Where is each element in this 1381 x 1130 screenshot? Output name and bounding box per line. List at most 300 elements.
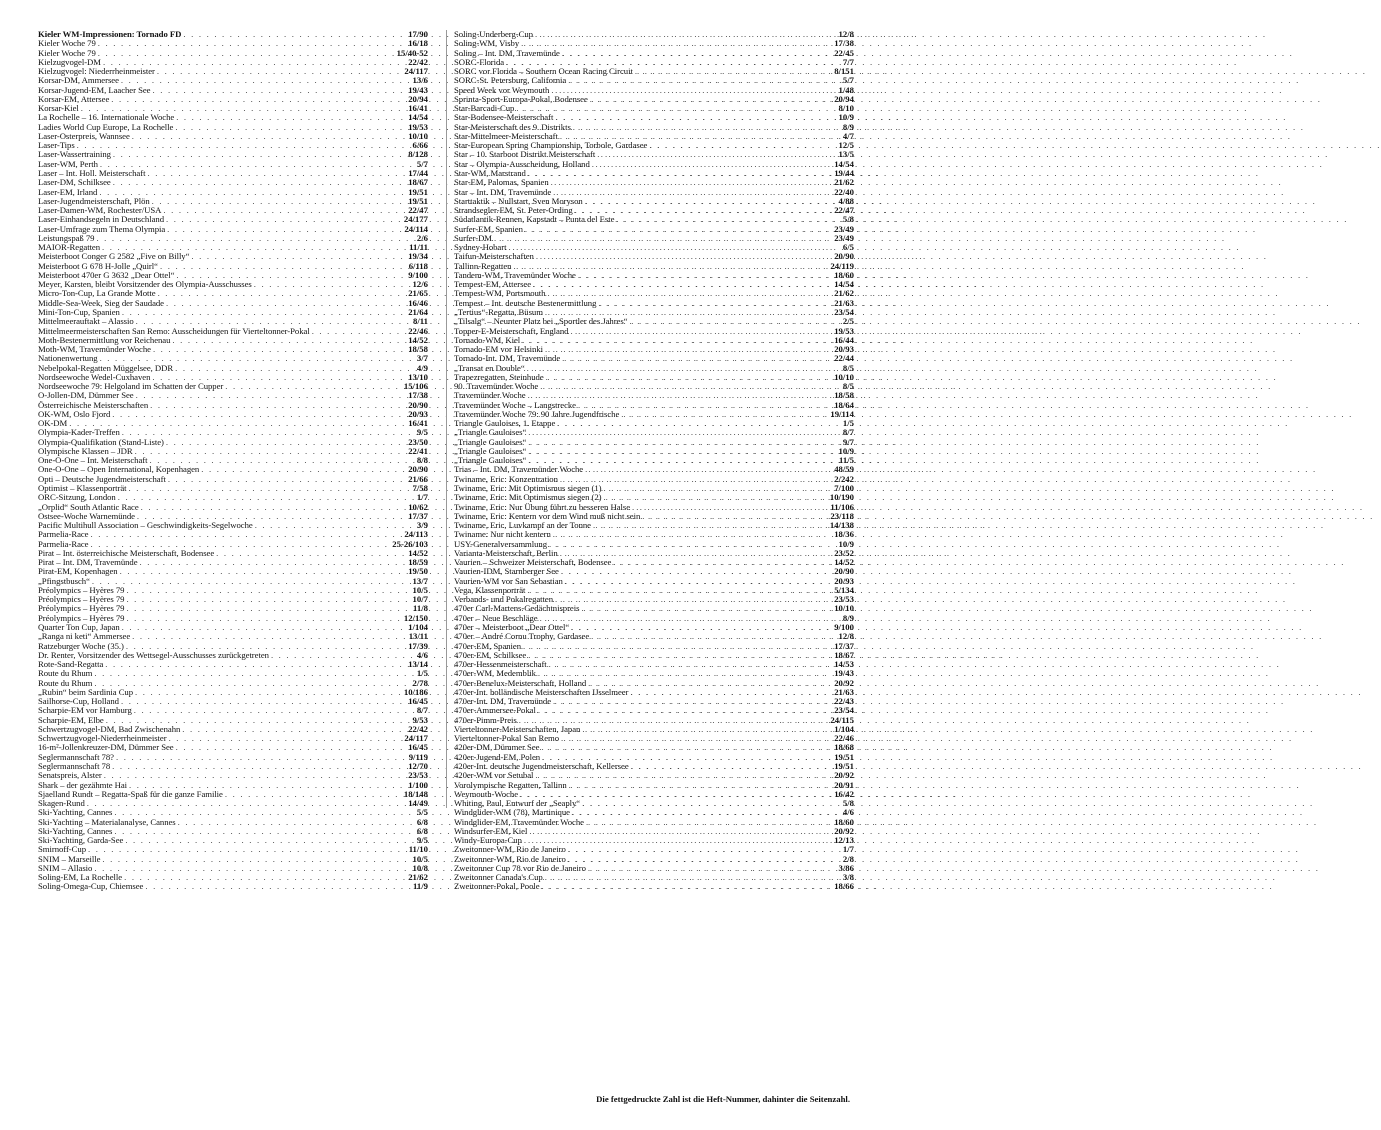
entry-title: Ski-Yachting – Materialanalyse, Cannes <box>38 816 176 827</box>
entry-title: Laser-Einhandsegeln in Deutschland <box>38 214 164 225</box>
entry-issue-page: 22/42 <box>408 723 428 734</box>
entry-title: SORC-St. Petersburg, California <box>454 75 567 86</box>
entry-issue-page: 20/90 <box>834 251 854 262</box>
entry-issue-page: 24/119 <box>830 260 854 271</box>
entry-title: Vega, Klassenporträt <box>454 584 526 595</box>
entry-title: Nationenwertung <box>38 353 98 364</box>
entry-issue-page: 13/11 <box>408 631 428 642</box>
entry-title: Tornado-Int. DM, Travemünde <box>454 353 561 364</box>
entry-issue-page: 2/8 <box>842 853 854 864</box>
entry-issue-page: 4/6 <box>842 807 854 818</box>
entry-title: Tempest – Int. deutsche Bestenermittlung <box>454 297 597 308</box>
entry-issue-page: 8/10 <box>838 103 854 114</box>
entry-title: Moth-WM, Travemünder Woche <box>38 344 151 355</box>
entry-issue-page: 7/100 <box>834 483 854 494</box>
entry-issue-page: 4/9 <box>416 362 428 373</box>
entry-issue-page: 20/93 <box>408 408 428 419</box>
entry-title: Zweitonner Canada's Cup <box>454 872 543 883</box>
entry-issue-page: 17/39 <box>408 640 428 651</box>
entry-issue-page: 20/92 <box>834 770 854 781</box>
entry-title: Star-European Spring Championship, Torbole, Gardasee <box>454 140 648 151</box>
entry-title: Tornado-EM vor Helsinki <box>454 344 543 355</box>
entry-issue-page: 23/49 <box>834 232 854 243</box>
entry-issue-page: 21/63 <box>834 686 854 697</box>
entry-title: Windglider-WM (78), Martinique <box>454 807 570 818</box>
entry-title: Préolympics – Hyères 79 <box>38 584 125 595</box>
entry-title: Laser-EM, Irland <box>38 186 98 197</box>
entry-issue-page: 24/117 <box>404 733 428 744</box>
entry-title: Laser-DM, Schilksee <box>38 177 111 188</box>
entry-issue-page: 20/93 <box>834 575 854 586</box>
entry-title: Whiting, Paul, Entwurf der „Seaply“ <box>454 798 581 809</box>
entry-title: SORC vor Florida – Southern Ocean Racing Circuit <box>454 66 633 77</box>
entry-title: „Triangle Gauloises“ <box>454 427 527 438</box>
entry-title: Vaurien – Schweizer Meisterschaft, Bodensee <box>454 557 612 568</box>
entry-issue-page: 17/44 <box>408 167 428 178</box>
entry-title: Windsurfer-EM, Kiel <box>454 825 528 836</box>
entry-title: „Triangle Gauloises“ <box>454 445 527 456</box>
entry-issue-page: 11/11 <box>409 242 428 253</box>
entry-issue-page: 19/44 <box>834 167 854 178</box>
entry-title: Windglider-EM, Travemünder Woche <box>454 816 584 827</box>
entry-issue-page: 24/177 <box>403 214 428 225</box>
entry-title: Rote-Sand-Regatta <box>38 659 104 670</box>
footnote: Die fettgedruckte Zahl ist die Heft-Nummer, dahinter die Seitenzahl. <box>596 1094 850 1104</box>
entry-title: Vaurien-WM vor San Sebastian <box>454 575 563 586</box>
entry-title: Vierteltonner-Pokal San Remo <box>454 733 560 744</box>
entry-issue-page: 9/7 <box>842 436 854 447</box>
entry-title: 470er-Pimm-Preis <box>454 714 517 725</box>
entry-title: One-O-One – Int. Meisterschaft <box>38 455 148 466</box>
entry-title: Twiname, Eric: Konzentration <box>454 473 558 484</box>
entry-title: Triangle Gauloises, 1. Etappe <box>454 418 556 429</box>
index-entry <box>38 882 428 891</box>
entry-title: Strandsegler-EM, St. Peter-Ording <box>454 205 573 216</box>
entry-issue-page: 21/63 <box>834 297 854 308</box>
entry-title: Nordseewoche 79: Helgoland im Schatten der Cupper <box>38 381 224 392</box>
entry-issue-page: 14/54 <box>408 112 428 123</box>
entry-title: Meisterboot Conger G 2582 „Five on Billy“ <box>38 251 190 262</box>
entry-issue-page: 20/90 <box>834 566 854 577</box>
entry-issue-page: 8/11 <box>413 316 428 327</box>
entry-title: „Transat en Double“ <box>454 362 525 373</box>
entry-title: Kieler Woche 79 <box>38 47 96 58</box>
entry-title: Préolympics – Hyères 79 <box>38 603 125 614</box>
entry-title: Star-Mittelmeer-Meisterschaft <box>454 130 558 141</box>
entry-issue-page: 12/70 <box>408 760 428 771</box>
entry-title: Laser-Umfrage zum Thema Olympia <box>38 223 166 234</box>
entry-issue-page: 5/7 <box>842 75 854 86</box>
entry-title: Sjaelland Rundt – Regatta-Spaß für die ganze Familie <box>38 788 223 799</box>
entry-title: Twiname, Eric: Kentern vor dem Wind muß nicht sein <box>454 510 641 521</box>
entry-title: Micro-Ton-Cup, La Grande Motte <box>38 288 156 299</box>
entry-issue-page: 4/6 <box>416 649 428 660</box>
entry-title: Tempest-WM, Portsmouth <box>454 288 546 299</box>
entry-title: Tornado-WM, Kiel <box>454 334 521 345</box>
entry-title: MAIOR-Regatten <box>38 242 101 253</box>
entry-title: Moth-Bestenermittlung vor Reichenau <box>38 334 171 345</box>
entry-title: Korsar-Kiel <box>38 103 79 114</box>
entry-title: Seglermannschaft 78? <box>38 751 114 762</box>
index-column-left <box>38 30 428 892</box>
entry-issue-page: 14/54 <box>834 279 854 290</box>
entry-issue-page: 5/5 <box>416 807 428 818</box>
entry-issue-page: 12/150 <box>403 612 428 623</box>
entry-issue-page: 13/14 <box>408 659 428 670</box>
entry-issue-page: 9/5 <box>416 427 428 438</box>
entry-issue-page: 22/46 <box>408 325 428 336</box>
entry-issue-page: 19/51 <box>834 760 854 771</box>
entry-title: 470er-Benelux-Meisterschaft, Holland <box>454 677 587 688</box>
entry-issue-page: 10/5 <box>412 584 428 595</box>
entry-title: Scharpie-EM, Elbe <box>38 714 104 725</box>
entry-issue-page: 9/100 <box>408 269 428 280</box>
entry-title: Twiname: Nur nicht kentern <box>454 529 551 540</box>
entry-issue-page: 8/128 <box>408 149 428 160</box>
entry-issue-page: 1/100 <box>408 779 428 790</box>
entry-title: Speed Week vor Weymouth <box>454 84 550 95</box>
entry-issue-page: 4/7 <box>842 130 854 141</box>
entry-issue-page: 18/36 <box>834 529 854 540</box>
entry-issue-page: 12/8 <box>838 29 854 39</box>
entry-issue-page: 6/8 <box>416 816 428 827</box>
entry-issue-page: 22/46 <box>834 733 854 744</box>
entry-title: La Rochelle – 16. Internationale Woche <box>38 112 175 123</box>
entry-title: 470er-Int. holländische Meisterschaften IJsselmeer <box>454 686 629 697</box>
entry-title: Varianta-Meisterschaft, Berlin <box>454 547 558 558</box>
entry-title: Österreichische Meisterschaften <box>38 399 149 410</box>
entry-issue-page: 14/49 <box>408 798 428 809</box>
entry-title: Scharpie-EM vor Hamburg <box>38 705 132 716</box>
entry-issue-page: 19/53 <box>834 325 854 336</box>
entry-title: „Pfingstbusch“ <box>38 575 90 586</box>
entry-issue-page: 17/38 <box>408 390 428 401</box>
entry-title: Zweitonner-Pokal, Poole <box>454 881 540 892</box>
entry-issue-page: 1/5 <box>842 418 854 429</box>
entry-issue-page: 20/90 <box>408 464 428 475</box>
entry-title: 470er-Hessenmeisterschaft <box>454 659 547 670</box>
entry-title: Weymouth-Woche <box>454 788 519 799</box>
entry-issue-page: 11/8 <box>413 603 428 614</box>
entry-title: Schwertzugvogel-Niederrheinmeister <box>38 733 167 744</box>
entry-issue-page: 13/6 <box>412 75 428 86</box>
entry-issue-page: 19/51 <box>408 195 428 206</box>
entry-issue-page: 16/45 <box>408 742 428 753</box>
entry-issue-page: 8/7 <box>416 705 428 716</box>
entry-title: Twiname, Eric: Mit Optimismus siegen (1) <box>454 483 602 494</box>
entry-title: Travemünder Woche – Langstrecke <box>454 399 576 410</box>
entry-issue-page: 10/7 <box>412 594 428 605</box>
entry-issue-page: 19/50 <box>408 566 428 577</box>
entry-issue-page: 15/40-52 <box>396 47 428 58</box>
entry-issue-page: 12/6 <box>412 279 428 290</box>
entry-title: Kielzugvogel: Niederrheinmeister <box>38 66 155 77</box>
entry-title: Zweitonner Cup 78 vor Rio de Janeiro <box>454 862 586 873</box>
entry-title: Surfer-DM <box>454 232 492 243</box>
entry-issue-page: 16/44 <box>834 334 854 345</box>
entry-title: Soling-Underberg-Cup <box>454 29 533 39</box>
entry-issue-page: 22/44 <box>834 353 854 364</box>
entry-issue-page: 22/41 <box>408 445 428 456</box>
entry-title: 420er-Int. deutsche Jugendmeisterschaft, Kellersee <box>454 760 629 771</box>
entry-title: „Tilsalg“ – Neunter Platz bei „Sportler des Jahres“ <box>454 316 628 327</box>
entry-issue-page: 1/5 <box>416 668 428 679</box>
entry-title: Topper-E-Meisterschaft, England <box>454 325 569 336</box>
entry-title: Dr. Renter, Vorsitzender des Wettsegel-Ausschusses zurückgetreten <box>38 649 269 660</box>
entry-issue-page: 1/104 <box>408 622 428 632</box>
entry-issue-page: 18/67 <box>408 177 428 188</box>
entry-issue-page: 23/50 <box>408 436 428 447</box>
entry-title: Star-Meisterschaft des 9. Distrikts <box>454 121 571 132</box>
entry-title: Korsar-EM, Attersee <box>38 93 110 104</box>
entry-title: Kielzugvogel-DM <box>38 56 101 67</box>
entry-issue-page: 8/8 <box>416 455 428 466</box>
entry-title: Sydney-Hobart <box>454 242 507 253</box>
entry-title: Vierteltonner-Meisterschaften, Japan <box>454 723 581 734</box>
entry-issue-page: 10/10 <box>408 130 428 141</box>
entry-issue-page: 15/106 <box>403 381 428 392</box>
entry-issue-page: 12/5 <box>838 140 854 151</box>
entry-title: 470er-EM, Spanien <box>454 640 522 651</box>
entry-title: Zweitonner-WM, Rio de Janeiro <box>454 853 566 864</box>
entry-title: Korsar-Jugend-EM, Laacher See <box>38 84 151 95</box>
entry-title: Skagen-Rund <box>38 798 85 809</box>
entry-title: Trias – Int. DM, Travemünder Woche <box>454 464 584 475</box>
entry-issue-page: 19/51 <box>834 751 854 762</box>
entry-title: Préolympics – Hyères 79 <box>38 612 125 623</box>
entry-title: Twiname, Eric, Luvkampf an der Tonne <box>454 520 591 531</box>
entry-title: Sailhorse-Cup, Holland <box>38 696 119 707</box>
entry-issue-page: 21/62 <box>834 288 854 299</box>
entry-issue-page: 6/118 <box>408 260 428 271</box>
entry-issue-page: 10/186 <box>403 686 428 697</box>
index-column-right <box>454 30 854 892</box>
entry-title: Olympische Klassen – JDR <box>38 445 133 456</box>
entry-title: Pirat-EM, Kopenhagen <box>38 566 118 577</box>
entry-issue-page: 12/8 <box>838 631 854 642</box>
entry-title: Route du Rhum <box>38 668 93 679</box>
entry-title: Mittelmeermeisterschaften San Remo: Ausscheidungen für Vierteltonner-Pokal <box>38 325 310 336</box>
entry-issue-page: 23/118 <box>830 510 854 521</box>
entry-issue-page: 10/10 <box>834 371 854 382</box>
entry-issue-page: 20/91 <box>834 779 854 790</box>
entry-title: Laser-Tips <box>38 140 75 151</box>
entry-title: OK-WM, Oslo Fjord <box>38 408 111 419</box>
entry-issue-page: 22/45 <box>834 47 854 58</box>
entry-issue-page: 16/41 <box>408 103 428 114</box>
entry-issue-page: 19/114 <box>830 408 854 419</box>
entry-issue-page: 8/9 <box>842 121 854 132</box>
entry-issue-page: 10/10 <box>834 603 854 614</box>
entry-title: Smirnoff-Cup <box>38 844 86 855</box>
entry-title: Opti – Deutsche Jugendmeisterschaft <box>38 473 166 484</box>
entry-title: 90. Travemünder Woche <box>454 381 539 392</box>
entry-issue-page: 16/18 <box>408 38 428 49</box>
entry-issue-page: 8/9 <box>842 612 854 623</box>
entry-issue-page: 10/190 <box>829 492 854 503</box>
entry-issue-page: 24/114 <box>404 223 428 234</box>
entry-issue-page: 17/37 <box>408 510 428 521</box>
entry-title: Soling-Omega-Cup, Chiemsee <box>38 881 144 892</box>
entry-issue-page: 17/38 <box>834 38 854 49</box>
entry-title: Meisterboot 470er G 3632 „Dear Ottel“ <box>38 269 175 280</box>
entry-issue-page: 9/5 <box>416 835 428 846</box>
entry-title: 470er-EM, Schilksee <box>454 649 527 660</box>
entry-title: Twiname, Eric: Mit Optimismus siegen (2) <box>454 492 602 503</box>
entry-title: Middle-Sea-Week, Sieg der Saudade <box>38 297 164 308</box>
entry-issue-page: 48/59 <box>834 464 854 475</box>
entry-title: Twiname, Eric: Nur Übung führt zu besseren Halse <box>454 501 630 512</box>
entry-issue-page: 20/93 <box>834 344 854 355</box>
entry-title: 16-m²-Jollenkreuzer-DM, Dümmer See <box>38 742 174 753</box>
entry-title: OK-DM <box>38 418 68 429</box>
entry-title: Ratzeburger Woche (35.) <box>38 640 124 651</box>
entry-title: SORC-Florida <box>454 56 505 67</box>
entry-issue-page: 17/90 <box>408 29 428 39</box>
entry-title: 420er-Jugend-EM, Polen <box>454 751 541 762</box>
entry-issue-page: 23/52 <box>834 547 854 558</box>
entry-issue-page: 14/138 <box>829 520 854 531</box>
entry-issue-page: 14/54 <box>834 158 854 169</box>
entry-title: Kieler WM-Impressionen: Tornado FD <box>38 29 182 39</box>
entry-issue-page: 10/9 <box>838 445 854 456</box>
entry-issue-page: 5/8 <box>842 214 854 225</box>
entry-title: Meisterboot G 678 H-Jolle „Quirl“ <box>38 260 158 271</box>
entry-issue-page: 3/86 <box>838 862 854 873</box>
entry-title: 470er – André Cornu Trophy, Gardasee <box>454 631 590 642</box>
entry-issue-page: 8/151 <box>834 66 854 77</box>
entry-issue-page: 14/53 <box>834 659 854 670</box>
entry-title: Laser-Jugendmeisterschaft, Plön <box>38 195 150 206</box>
entry-issue-page: 16/42 <box>834 788 854 799</box>
entry-title: Pacific Multihull Association – Geschwindigkeits-Segelwoche <box>38 520 253 531</box>
entry-issue-page: 3/9 <box>416 520 428 531</box>
entry-issue-page: 5/134 <box>834 584 854 595</box>
entry-title: Olympia-Qualifikation (Stand-Liste) <box>38 436 164 447</box>
entry-title: Soling-WM, Visby <box>454 38 520 49</box>
entry-title: Meyer, Karsten, bleibt Vorsitzender des Olympia-Ausschusses <box>38 279 252 290</box>
entry-issue-page: 18/66 <box>834 881 854 892</box>
entry-issue-page: 20/90 <box>408 399 428 410</box>
entry-title: Tallinn-Regatten <box>454 260 512 271</box>
entry-issue-page: 13/7 <box>412 575 428 586</box>
entry-issue-page: 10/62 <box>408 501 428 512</box>
entry-title: Quarter Ton Cup, Japan <box>38 622 120 632</box>
entry-title: Kieler Woche 79 <box>38 38 96 49</box>
entry-issue-page: 13/5 <box>838 149 854 160</box>
entry-issue-page: 6/5 <box>842 242 854 253</box>
entry-issue-page: 6/8 <box>416 825 428 836</box>
entry-title: Parmelia-Race <box>38 529 89 540</box>
entry-issue-page: 19/53 <box>408 121 428 132</box>
entry-issue-page: 8/7 <box>842 427 854 438</box>
entry-title: 470er-WM, Medemblik <box>454 668 536 679</box>
entry-issue-page: 5/7 <box>416 158 428 169</box>
entry-issue-page: 11/10 <box>408 844 428 855</box>
entry-issue-page: 21/64 <box>408 306 428 317</box>
entry-title: SNIM – Marseille <box>38 853 101 864</box>
entry-issue-page: 18/60 <box>834 269 854 280</box>
index-entry <box>454 882 854 891</box>
entry-issue-page: 1/104 <box>834 723 854 734</box>
entry-issue-page: 16/41 <box>408 418 428 429</box>
entry-issue-page: 5/8 <box>842 798 854 809</box>
entry-issue-page: 22/47 <box>834 205 854 216</box>
entry-issue-page: 8/5 <box>842 381 854 392</box>
entry-issue-page: 19/34 <box>408 251 428 262</box>
entry-issue-page: 3/7 <box>416 353 428 364</box>
entry-issue-page: 2/6 <box>416 232 428 243</box>
entry-title: Optimist – Klassenporträt <box>38 483 127 494</box>
entry-title: Star – 10. Starboot Distrikt Meisterschaft <box>454 149 596 160</box>
entry-issue-page: 1/7 <box>842 844 854 855</box>
entry-issue-page: 18/58 <box>834 390 854 401</box>
entry-issue-page: 25-26/103 <box>392 538 428 549</box>
entry-title: Ski-Yachting, Cannes <box>38 825 113 836</box>
entry-issue-page: 11/9 <box>413 881 428 892</box>
entry-title: 470er-Int. DM, Travemünde <box>454 696 552 707</box>
entry-title: „Orplid“ South Atlantic Race <box>38 501 139 512</box>
entry-title: Starttaktik – Nullstart, Sven Moryson <box>454 195 583 206</box>
entry-title: Sprinta-Sport-Europa-Pokal, Bodensee <box>454 93 588 104</box>
entry-title: Laser-Osterpreis, Wannsee <box>38 130 130 141</box>
entry-issue-page: 22/40 <box>834 186 854 197</box>
entry-issue-page: 23/53 <box>408 770 428 781</box>
entry-issue-page: 23/49 <box>834 223 854 234</box>
entry-title: 470er – Neue Beschläge <box>454 612 538 623</box>
entry-title: Travemünder Woche <box>454 390 526 401</box>
entry-issue-page: 14/52 <box>834 557 854 568</box>
entry-title: Star-EM, Palomas, Spanien <box>454 177 549 188</box>
entry-title: Korsar-DM, Ammersee <box>38 75 119 86</box>
entry-title: Pirat – Int. DM, Travemünde <box>38 557 138 568</box>
entry-issue-page: 18/60 <box>834 816 854 827</box>
entry-title: Zweitonner-WM, Rio de Janeiro <box>454 844 566 855</box>
entry-title: Travemünder Woche 79: 90 Jahre Jugendfrische <box>454 408 620 419</box>
entry-issue-page: 14/52 <box>408 547 428 558</box>
entry-title: Vaurien-IDM, Starnberger See <box>454 566 559 577</box>
entry-title: Surfer-EM, Spanien <box>454 223 523 234</box>
entry-issue-page: 18/148 <box>403 788 428 799</box>
entry-issue-page: 20/94 <box>408 93 428 104</box>
entry-issue-page: 10/5 <box>412 853 428 864</box>
entry-title: Leistungspaß 79 <box>38 232 95 243</box>
entry-issue-page: 21/62 <box>834 177 854 188</box>
entry-issue-page: 20/94 <box>834 93 854 104</box>
entry-title: Verbands- und Pokalregatten <box>454 594 554 605</box>
entry-issue-page: 24/117 <box>404 66 428 77</box>
entry-issue-page: 21/65 <box>408 288 428 299</box>
entry-issue-page: 17/37 <box>834 640 854 651</box>
entry-issue-page: 21/62 <box>408 872 428 883</box>
entry-title: Vorolympische Regatten, Tallinn <box>454 779 567 790</box>
entry-title: Soling-EM, La Rochelle <box>38 872 123 883</box>
entry-issue-page: 16/45 <box>408 696 428 707</box>
entry-title: 470er – Meisterboot „Dear Ottel“ <box>454 622 570 632</box>
entry-issue-page: 11/5 <box>839 455 854 466</box>
entry-issue-page: 16/46 <box>408 297 428 308</box>
entry-issue-page: 18/67 <box>834 649 854 660</box>
entry-issue-page: 18/59 <box>408 557 428 568</box>
entry-title: „Tertius“-Regatta, Büsum <box>454 306 543 317</box>
entry-issue-page: 19/51 <box>408 186 428 197</box>
entry-issue-page: 12/13 <box>834 835 854 846</box>
entry-title: O-Jollen-DM, Dümmer See <box>38 390 134 401</box>
entry-title: Seglermannschaft 78 <box>38 760 111 771</box>
entry-title: Laser-WM, Perth <box>38 158 98 169</box>
entry-issue-page: 22/42 <box>408 56 428 67</box>
entry-issue-page: 9/119 <box>408 751 428 762</box>
